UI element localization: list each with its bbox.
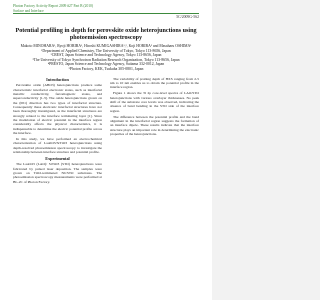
report-header-title: Photon Factory Activity Report 2009 #27 Part B (2010) bbox=[13, 4, 94, 8]
affiliation-2: ²CREST, Japan Science and Technology Agency, Tokyo 113-8656, Japan bbox=[50, 53, 162, 58]
intro-paragraph-1: Perovskite oxide (ABO3) heterojunctions produce some characteristic interfacial electronic states, such as interfacial metallic conductivity, ferromagnetic states, and superconductivity [1-3]. The oxide heterojunctions grown on the (001) direction has two types of interfacial structure. Consequently these electronic interfacial structures have not been thoroughly investigated, as the interfacial structures are strongly related to the interface terminating layer [1]. Since the modulation of electric potential in the interface region considerably affects the physical characteristics, it is indispensable to determine the electric potential profile across the interface. bbox=[13, 83, 102, 135]
report-header-category: Surface and Interface bbox=[13, 8, 44, 13]
right-paragraph-3: The difference between the potential profile and the band alignment in the interfacial region suggests the formation of an interface dipole. These results indicate that the interface structure plays an important role in determining the electronic properties of the heterojunctions. bbox=[110, 114, 199, 136]
paper-authors: Makoto MINOHARA¹, Ryoji HORIBA¹, Hiroshi KUMIGASHIRA¹,², Koji HORIBA³ and Masaharu OSHIMA¹ bbox=[20, 44, 192, 49]
affiliation-3: ³The University of Tokyo Synchrotron Radiation Research Organization, Tokyo 113-8656, Japan bbox=[32, 57, 180, 62]
affiliation-5: ⁵Photon Factory, KEK, Tsukuba 305-0801, Japan bbox=[68, 67, 144, 72]
body-columns bbox=[13, 77, 199, 186]
right-paragraph-1: The variability of probing depth of HXS ranging from 2-5 nm to 10 nm enables us to obtain the potential profile in the interface region. bbox=[110, 76, 199, 90]
document-id: 5C/2009G-562 bbox=[176, 15, 199, 19]
right-paragraph-2: Figure 1 shows the Ti 2p core-level spectra of LAO/STO heterojunctions with various overlayer thicknesses. No peak shift of the substrate core levels was observed, indicating the absence of band bending in the STO side of the interface region. bbox=[110, 91, 199, 113]
right-column bbox=[110, 77, 199, 186]
experimental-paragraph: The LaAlO3 (LAO)/ SrTiO3 (STO) heterojunctions were fabricated by pulsed laser deposition. The samples were grown on TiO2-terminated Nb:STO substrates. The photoemission spectroscopy measurements were performed at BL-2C of Photon Factory. bbox=[13, 162, 102, 184]
header-divider bbox=[13, 13, 199, 14]
left-column bbox=[13, 77, 102, 186]
section-introduction-title: Introduction bbox=[46, 76, 69, 82]
intro-paragraph-2: In this study, we have performed an electrochemical characterization of LaAlO3/SrTiO3 heterojunctions using depth-resolved photoemission spectroscopy to investigate the relationship between interface structure and potential profile. bbox=[13, 136, 102, 154]
affiliation-1: ¹Department of Applied Chemistry, The University of Tokyo, Tokyo 113-8656, Japan bbox=[41, 48, 171, 53]
report-header bbox=[13, 4, 199, 13]
paper-title: Potential profiling in depth for perovskite oxide heterojunctions using photoemission spectroscopy bbox=[15, 28, 197, 42]
affiliation-4: ⁴PRESTO, Japan Science and Technology Agency, Saitama 332-0012, Japan bbox=[47, 62, 165, 67]
section-experimental-title: Experimental bbox=[45, 155, 70, 161]
